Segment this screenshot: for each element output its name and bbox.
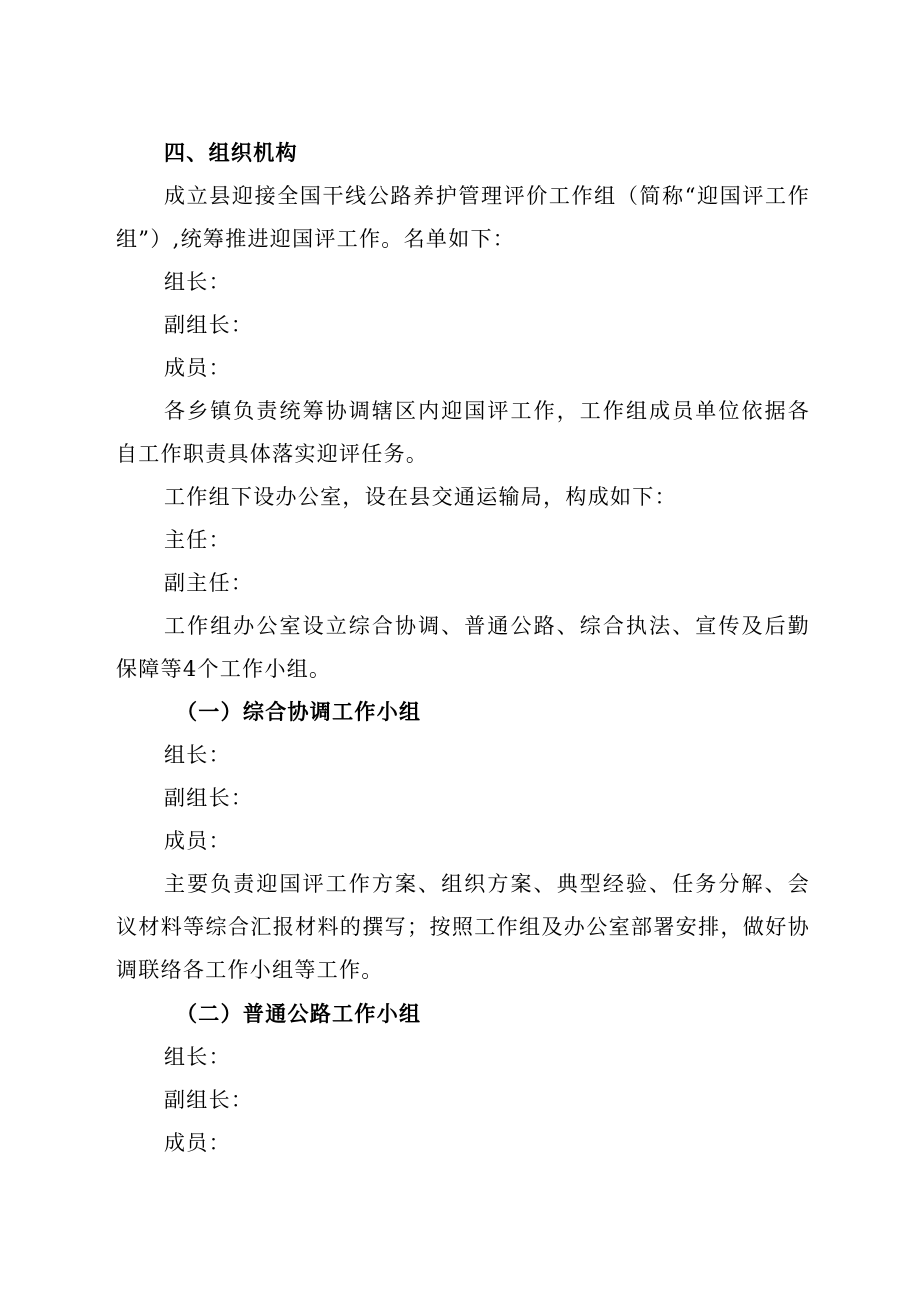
director-line: 主任： <box>164 528 231 552</box>
group1-leader-line: 组长： <box>164 743 231 767</box>
group2-leader-line: 组长： <box>164 1045 231 1069</box>
duty-paragraph: 各乡镇负责统筹协调辖区内迎国评工作，工作组成员单位依据各自工作职责具体落实迎评任务。 <box>116 399 810 466</box>
groups-paragraph: 工作组办公室设立综合协调、普通公路、综合执法、宣传及后勤保障等4个工作小组。 <box>116 614 810 681</box>
group1-heading: （一）综合协调工作小组 <box>176 700 422 724</box>
members-line: 成员： <box>164 356 231 380</box>
intro-paragraph: 成立县迎接全国干线公路养护管理评价工作组（简称“迎国评工作组”）,统筹推进迎国评工作。名单如下： <box>116 184 810 251</box>
document-page <box>116 132 810 1165</box>
section-heading: 四、组织机构 <box>164 141 298 165</box>
group1-members-line: 成员： <box>164 829 231 853</box>
group2-members-line: 成员： <box>164 1131 231 1155</box>
leader-line: 组长： <box>164 270 231 294</box>
group1-deputy-leader-line: 副组长： <box>164 786 254 810</box>
group2-heading: （二）普通公路工作小组 <box>176 1002 422 1026</box>
deputy-leader-line: 副组长： <box>164 313 254 337</box>
deputy-director-line: 副主任： <box>164 571 254 595</box>
group2-deputy-leader-line: 副组长： <box>164 1088 254 1112</box>
group1-duty-paragraph: 主要负责迎国评工作方案、组织方案、典型经验、任务分解、会议材料等综合汇报材料的撰写；按照工作组及办公室部署安排，做好协调联络各工作小组等工作。 <box>116 872 810 982</box>
office-paragraph: 工作组下设办公室，设在县交通运输局，构成如下： <box>164 485 677 509</box>
